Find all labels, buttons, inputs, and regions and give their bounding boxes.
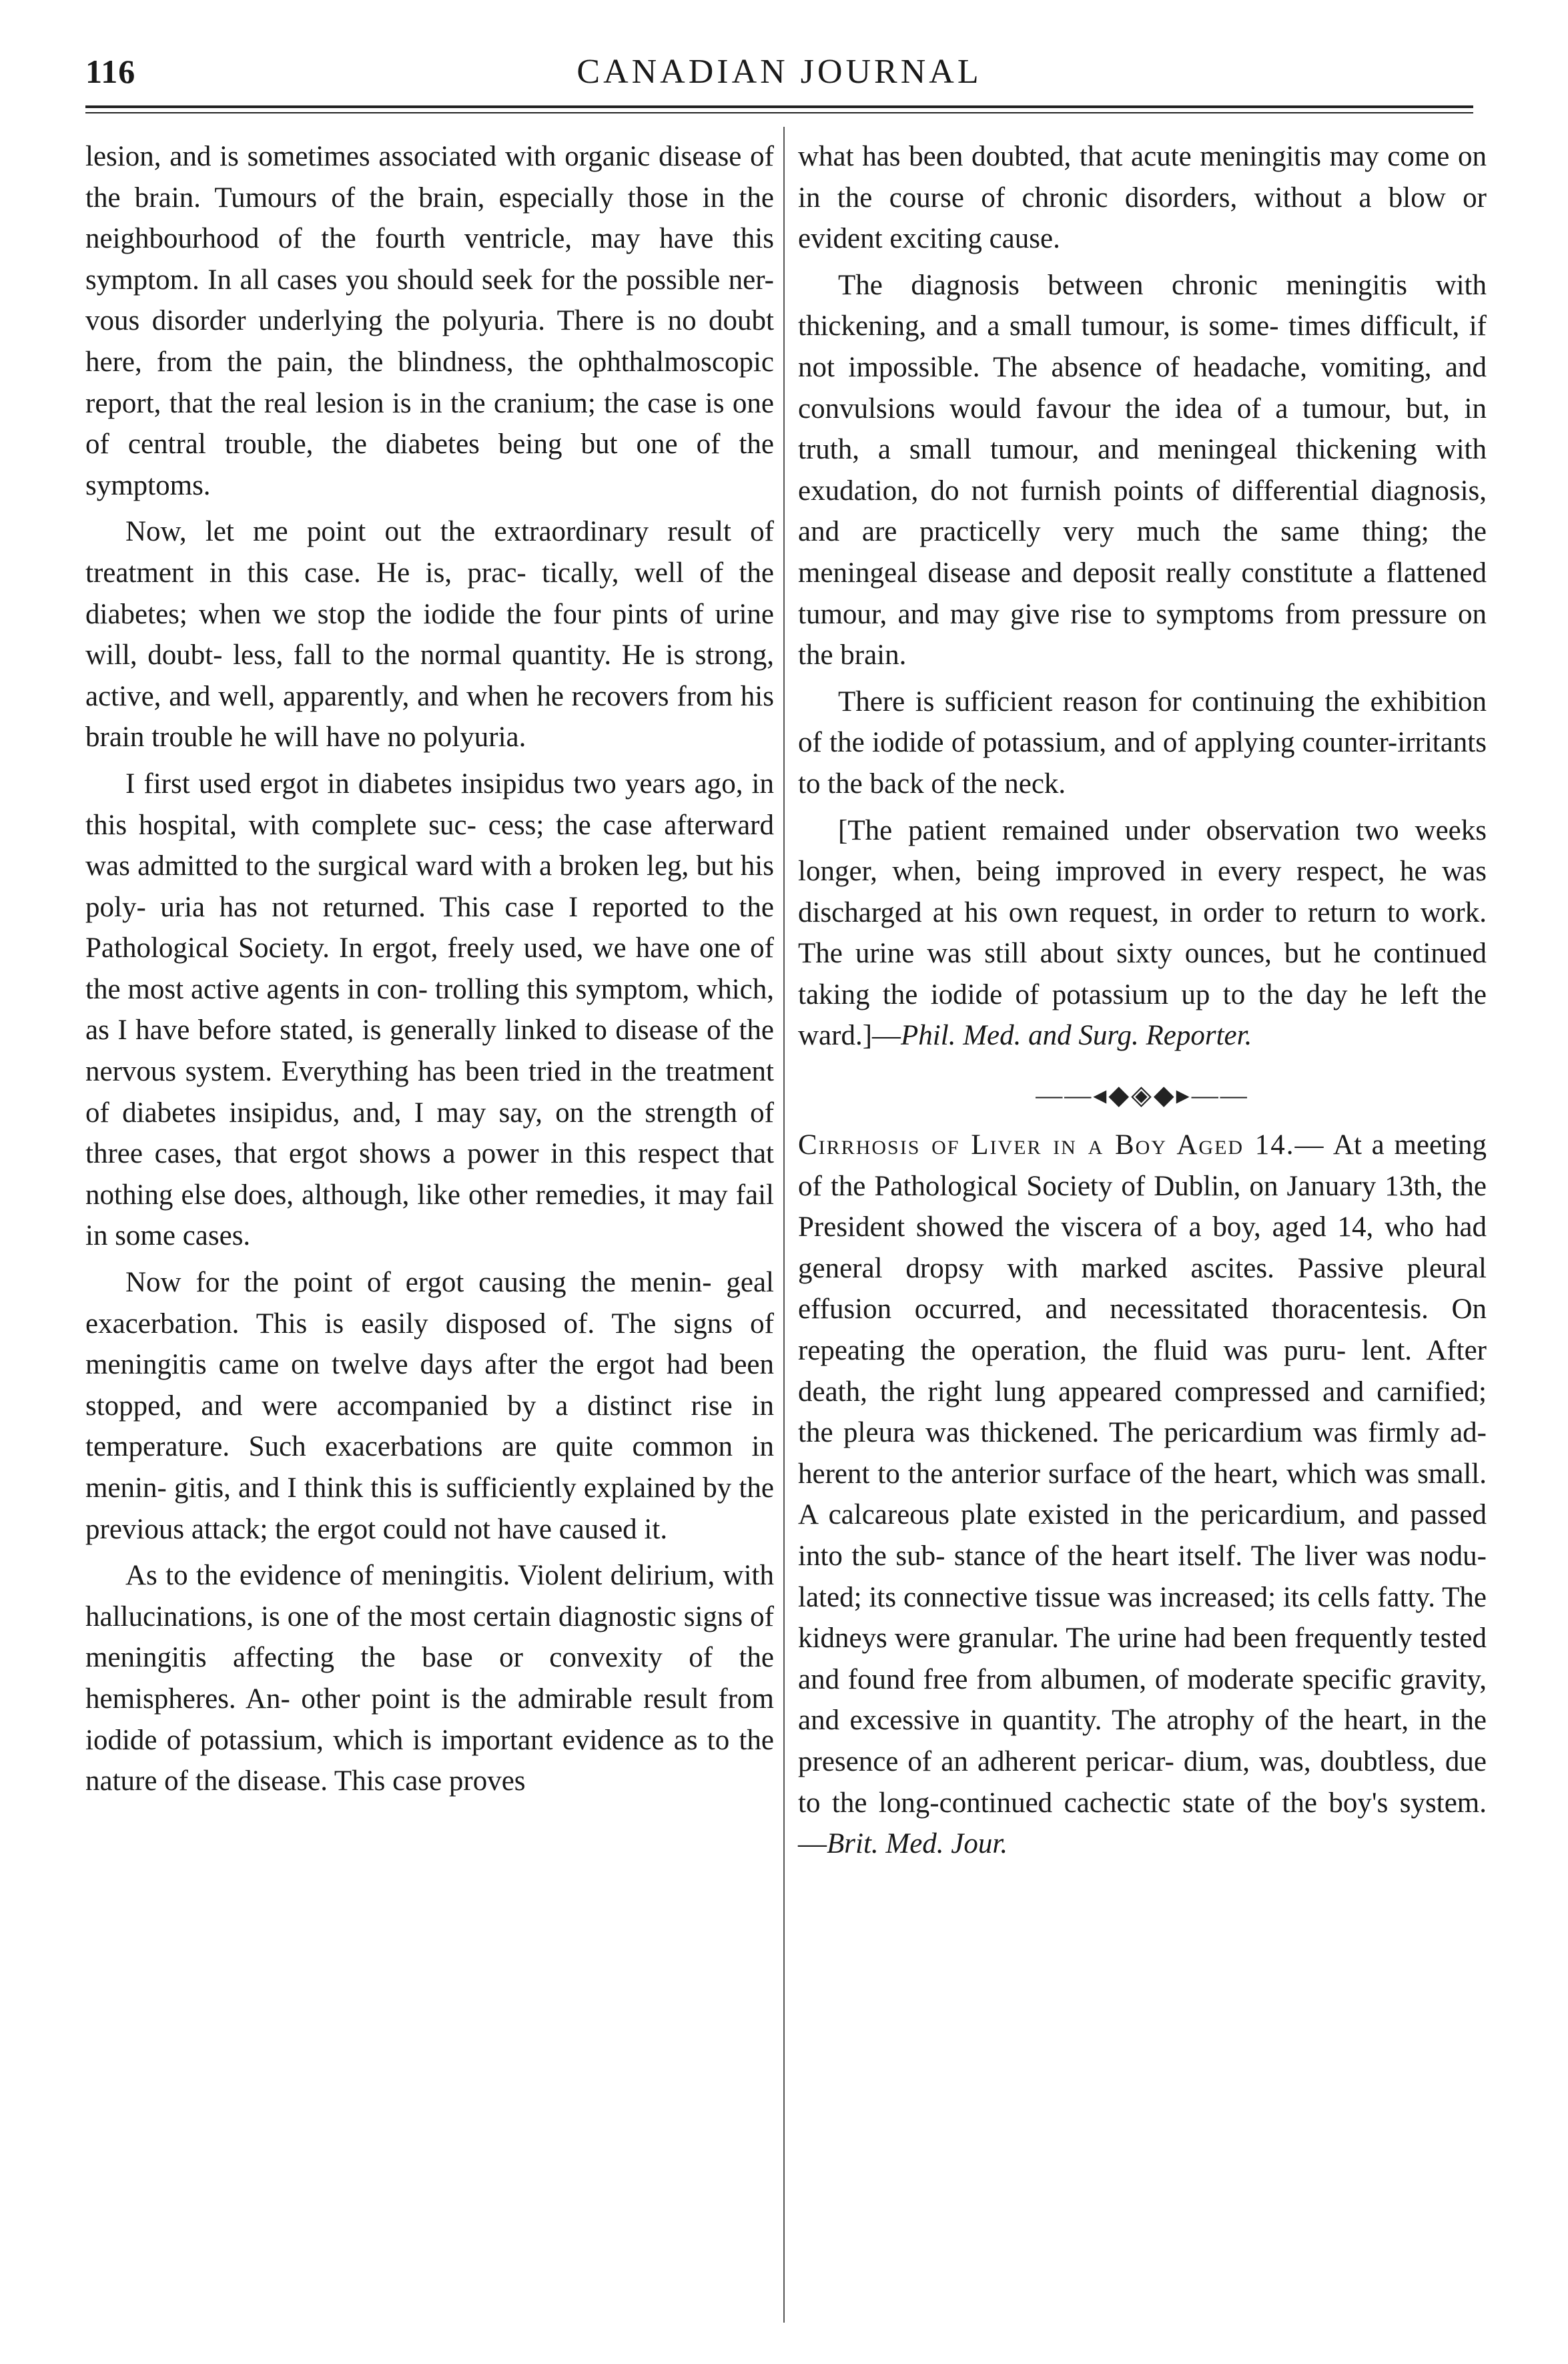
article-body: At a meeting of the Pathological Society of Dublin, on January 13th, the President showed the viscera of a boy, aged 14, who had general dropsy with marked ascites. Passive pleural effusion occurred, and necessitated thoracentesis. On repeating the operation, the fluid was puru- lent. After death, the right lung appeared compressed and carnified; the pleura was thickened. The pericardium was firmly ad- herent to the anterior surface of the heart, which was small. A calcareous plate existed in the pericardium, and passed into the sub- stance of the heart itself. The liver was nodu- lated; its connective tissue was increased; its cells fatty. The kidneys were granular. The urine had been frequently tested and found free from albumen, of moderate specific gravity, and excessive in quantity. The atrophy of the heart, in the presence of an adherent pericar- dium, was, doubtless, due to the long-continued cachectic state of the boy's system. — xyxy=(798,1129,1487,1860)
article-citation: Brit. Med. Jour. xyxy=(827,1828,1008,1860)
article-cirrhosis xyxy=(798,1125,1487,1865)
left-column xyxy=(85,136,774,1807)
paragraph: There is sufficient reason for continuing the exhibition of the iodide of potassium, and of applying counter-irritants to the back of the neck. xyxy=(798,685,1487,800)
paragraph: what has been doubted, that acute meningitis may come on in the course of chronic disorders, without a blow or evident exciting cause. xyxy=(798,141,1487,255)
header-rule-thin xyxy=(85,112,1473,113)
paragraph: Now for the point of ergot causing the menin- geal exacerbation. This is easily disposed of. The signs of meningitis came on twelve days after the ergot had been stopped, and were accompanied by a distinct rise in temperature. Such exacerbations are quite common in menin- gitis, and I think this is sufficiently explained by the previous attack; the ergot could not have caused it. xyxy=(85,1267,774,1545)
paragraph: I first used ergot in diabetes insipidus two years ago, in this hospital, with complete suc- cess; the case afterward was admitted to the surgical ward with a broken leg, but his poly- uria has not returned. This case I reported to the Pathological Society. In ergot, freely used, we have one of the most active agents in con- trolling this symptom, which, as I have before stated, is generally linked to disease of the nervous system. Everything has been tried in the treatment of diabetes insipidus, and, I may say, on the strength of three cases, that ergot shows a power in this respect that nothing else does, although, like other remedies, it may fail in some cases. xyxy=(85,768,774,1252)
right-column xyxy=(798,136,1487,1870)
section-ornament: ——◂◆◈◆▸—— xyxy=(1036,1080,1249,1111)
article-title: Cirrhosis of Liver in a Boy Aged 14.— xyxy=(798,1129,1325,1161)
running-head: CANADIAN JOURNAL xyxy=(576,53,982,91)
paragraph: Now, let me point out the extraordinary result of treatment in this case. He is, prac- tically, well of the diabetes; when we stop the iodide the four pints of urine will, doubt- less, fall to the normal quantity. He is strong, active, and well, apparently, and when he recovers from his brain trouble he will have no polyuria. xyxy=(85,516,774,754)
bracket-note-text: [The patient remained under observation two weeks longer, when, being improved in every respect, he was discharged at his own request, in order to return to work. The urine was still about sixty ounces, but he continued taking the iodide of potassium up to the day he left the ward.]— xyxy=(798,814,1487,1052)
page-number: 116 xyxy=(85,53,136,90)
article-paragraph xyxy=(798,1125,1487,1865)
paragraph: As to the evidence of meningitis. Violent delirium, with hallucinations, is one of the most certain diagnostic signs of meningitis affecting the base or convexity of the hemispheres. An- other point is the admirable result from iodide of potassium, which is important evidence as to the nature of the disease. This case proves xyxy=(85,1560,774,1797)
paragraph: The diagnosis between chronic meningitis with thickening, and a small tumour, is some- times difficult, if not impossible. The absence of headache, vomiting, and convulsions would favour the idea of a tumour, but, in truth, a small tumour, and meningeal thickening with exudation, do not furnish points of differential diagnosis, and are practicelly very much the same thing; the meningeal disease and deposit really constitute a flattened tumour, and may give rise to symptoms from pressure on the brain. xyxy=(798,269,1487,671)
column-divider xyxy=(783,127,785,2323)
header-rule-thick xyxy=(85,105,1473,108)
page-header xyxy=(85,47,1473,100)
paragraph: lesion, and is sometimes associated with organic disease of the brain. Tumours of the brain, especially those in the neighbourhood of the fourth ventricle, may have this symptom. In all cases you should seek for the possible ner- vous disorder underlying the polyuria. There is no doubt here, from the pain, the blindness, the ophthalmoscopic report, that the real lesion is in the cranium; the case is one of central trouble, the diabetes being but one of the symptoms. xyxy=(85,141,774,501)
bracket-note xyxy=(798,810,1487,1057)
bracket-note-citation: Phil. Med. and Surg. Reporter. xyxy=(901,1020,1252,1052)
